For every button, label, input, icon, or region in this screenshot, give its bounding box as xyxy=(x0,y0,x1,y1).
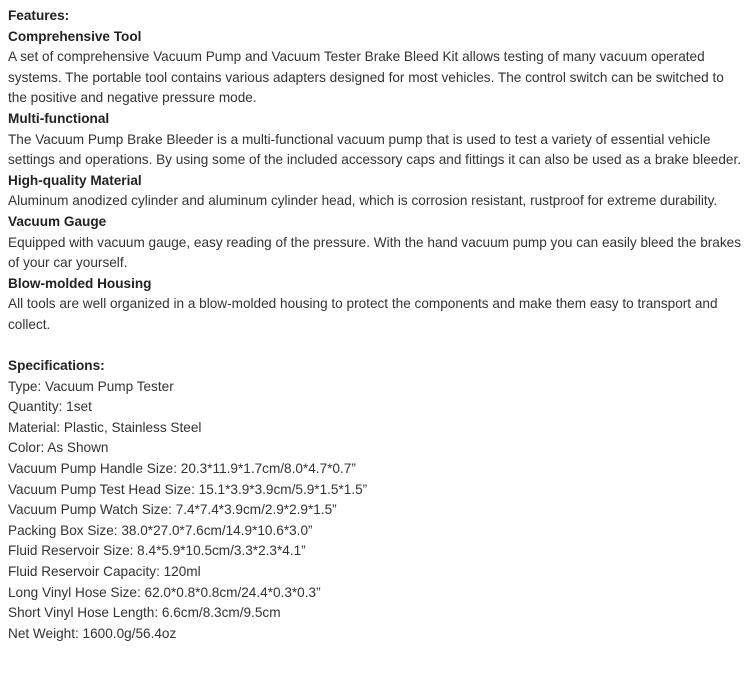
feature-section-multi-functional xyxy=(8,109,744,171)
spec-item: Short Vinyl Hose Length: 6.6cm/8.3cm/9.5cm xyxy=(8,605,281,621)
spec-item: Packing Box Size: 38.0*27.0*7.6cm/14.9*10.6*3.0” xyxy=(8,522,313,538)
feature-body: The Vacuum Pump Brake Bleeder is a multi-functional vacuum pump that is used to test a variety of essential vehicle settings and operations. By using some of the included accessory caps and fittings it can also be used as a brake bleeder. xyxy=(8,131,741,168)
feature-body: All tools are well organized in a blow-molded housing to protect the components and make them easy to transport and collect. xyxy=(8,296,718,332)
spec-item: Quantity: 1set xyxy=(8,399,92,415)
feature-body: A set of comprehensive Vacuum Pump and Vacuum Tester Brake Bleed Kit allows testing of many vacuum operated systems. The portable tool contains various adapters designed for most vehicles. The control switch can be switched to the positive and negative pressure mode. xyxy=(8,49,724,106)
spec-item: Vacuum Pump Test Head Size: 15.1*3.9*3.9cm/5.9*1.5*1.5” xyxy=(8,481,368,497)
specifications-title: Specifications: xyxy=(8,358,105,374)
spec-item: Material: Plastic, Stainless Steel xyxy=(8,419,202,435)
feature-heading: High-quality Material xyxy=(8,172,142,188)
spec-item: Fluid Reservoir Capacity: 120ml xyxy=(8,564,201,580)
feature-heading: Blow-molded Housing xyxy=(8,275,152,291)
feature-body: Equipped with vacuum gauge, easy reading of the pressure. With the hand vacuum pump you can easily bleed the brakes of your car yourself. xyxy=(8,234,741,271)
feature-body: Aluminum anodized cylinder and aluminum cylinder head, which is corrosion resistant, rustproof for extreme durability. xyxy=(8,193,718,209)
feature-section-high-quality-material xyxy=(8,171,744,212)
section-spacer xyxy=(8,336,744,357)
feature-section-vacuum-gauge xyxy=(8,212,744,274)
feature-heading: Comprehensive Tool xyxy=(8,28,142,44)
feature-section-comprehensive-tool xyxy=(8,27,744,109)
spec-item: Vacuum Pump Watch Size: 7.4*7.4*3.9cm/2.9*2.9*1.5” xyxy=(8,502,337,518)
specifications-list xyxy=(8,377,744,645)
spec-item: Fluid Reservoir Size: 8.4*5.9*10.5cm/3.3*2.3*4.1” xyxy=(8,543,306,559)
spec-item: Net Weight: 1600.0g/56.4oz xyxy=(8,625,177,641)
spec-item: Long Vinyl Hose Size: 62.0*0.8*0.8cm/24.4*0.3*0.3” xyxy=(8,584,321,600)
feature-heading: Multi-functional xyxy=(8,110,110,126)
feature-section-blow-molded-housing xyxy=(8,274,744,336)
feature-heading: Vacuum Gauge xyxy=(8,213,107,229)
spec-item: Vacuum Pump Handle Size: 20.3*11.9*1.7cm/8.0*4.7*0.7” xyxy=(8,461,356,477)
spec-item: Color: As Shown xyxy=(8,440,109,456)
features-title: Features: xyxy=(8,8,70,23)
spec-item: Type: Vacuum Pump Tester xyxy=(8,378,174,394)
